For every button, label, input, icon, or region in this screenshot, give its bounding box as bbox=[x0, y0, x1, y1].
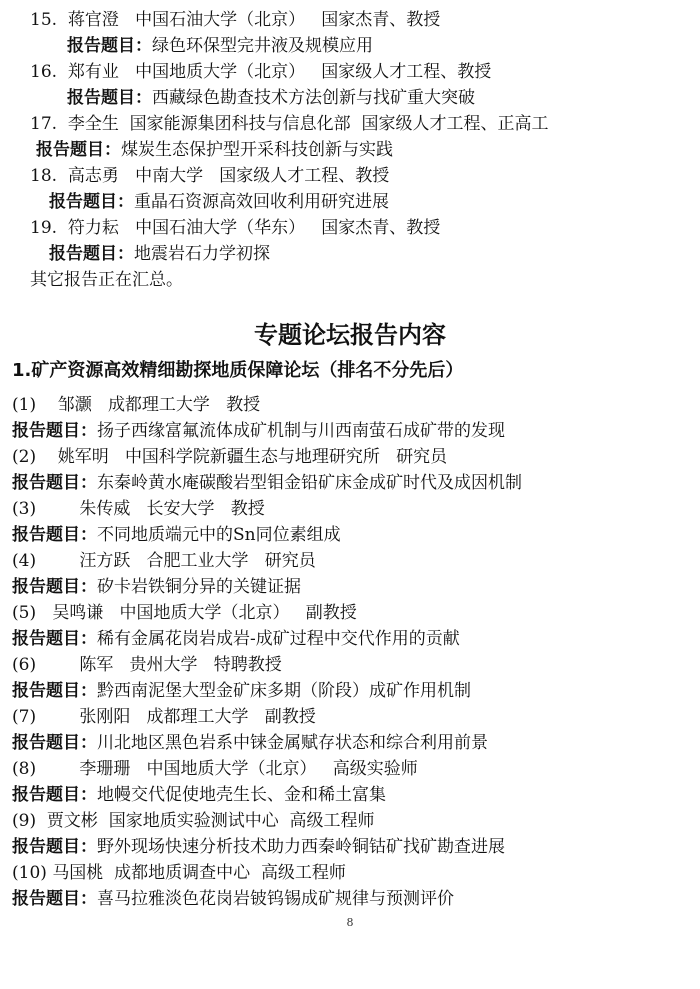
report-topic-line bbox=[12, 888, 454, 910]
section-title: 专题论坛报告内容 bbox=[254, 321, 446, 349]
report-topic-line bbox=[12, 784, 386, 806]
speaker-line bbox=[30, 165, 389, 187]
report-label: 报告题目： bbox=[12, 681, 97, 701]
speaker-name: 李珊珊 bbox=[79, 759, 131, 779]
entry-number: (4) bbox=[12, 551, 37, 571]
report-label: 报告题目： bbox=[12, 473, 97, 493]
speaker-name: 郑有业 bbox=[67, 62, 119, 82]
report-topic: 稀有金属花岗岩成岩-成矿过程中交代作用的贡献 bbox=[97, 629, 460, 649]
report-label: 报告题目： bbox=[49, 244, 134, 264]
speaker-line bbox=[12, 810, 375, 832]
other-reports-note: 其它报告正在汇总。 bbox=[30, 270, 183, 290]
report-label: 报告题目： bbox=[12, 525, 97, 545]
entry-number: (7) bbox=[12, 707, 37, 727]
report-topic: 川北地区黑色岩系中铼金属赋存状态和综合利用前景 bbox=[97, 733, 488, 753]
report-topic-line bbox=[12, 836, 505, 858]
speaker-title: 国家杰青、教授 bbox=[321, 10, 441, 30]
speaker-name: 朱传威 bbox=[79, 499, 131, 519]
report-label: 报告题目： bbox=[67, 36, 152, 56]
report-topic-line bbox=[49, 243, 270, 265]
report-topic: 不同地质端元中的Sn同位素组成 bbox=[97, 525, 341, 545]
speaker-org: 成都理工大学 bbox=[107, 395, 210, 415]
speaker-org: 中国地质大学（北京） bbox=[146, 759, 317, 779]
speaker-line bbox=[12, 706, 316, 728]
speaker-title: 研究员 bbox=[396, 447, 448, 467]
entry-number: (8) bbox=[12, 759, 37, 779]
speaker-name: 陈军 bbox=[79, 655, 114, 675]
speaker-org: 国家能源集团科技与信息化部 bbox=[129, 114, 351, 134]
speaker-org: 国家地质实验测试中心 bbox=[108, 811, 279, 831]
report-topic: 地幔交代促使地壳生长、金和稀土富集 bbox=[97, 785, 386, 805]
report-label: 报告题目： bbox=[12, 629, 97, 649]
speaker-org: 长安大学 bbox=[146, 499, 215, 519]
entry-number: 19. bbox=[30, 218, 58, 238]
speaker-org: 中南大学 bbox=[135, 166, 204, 186]
speaker-line bbox=[12, 602, 357, 624]
report-label: 报告题目： bbox=[12, 733, 97, 753]
page-number: 8 bbox=[346, 916, 354, 929]
report-topic: 东秦岭黄水庵碳酸岩型钼金铅矿床金成矿时代及成因机制 bbox=[97, 473, 522, 493]
report-topic: 西藏绿色勘查技术方法创新与找矿重大突破 bbox=[152, 88, 475, 108]
entry-number: (5) bbox=[12, 603, 37, 623]
report-topic: 绿色环保型完井液及规模应用 bbox=[152, 36, 373, 56]
report-topic: 扬子西缘富氟流体成矿机制与川西南萤石成矿带的发现 bbox=[97, 421, 505, 441]
report-topic-line bbox=[67, 87, 475, 109]
entry-number: 16. bbox=[30, 62, 58, 82]
speaker-name: 李全生 bbox=[67, 114, 119, 134]
report-topic-line bbox=[67, 35, 373, 57]
entry-number: (9) bbox=[12, 811, 37, 831]
speaker-name: 姚军明 bbox=[57, 447, 109, 467]
report-topic-line bbox=[12, 576, 301, 598]
report-topic: 地震岩石力学初探 bbox=[134, 244, 270, 264]
speaker-line bbox=[30, 61, 491, 83]
speaker-org: 中国科学院新疆生态与地理研究所 bbox=[124, 447, 380, 467]
report-topic-line bbox=[49, 191, 389, 213]
speaker-title: 高级工程师 bbox=[289, 811, 375, 831]
speaker-line bbox=[30, 113, 548, 135]
speaker-line bbox=[12, 758, 418, 780]
report-label: 报告题目： bbox=[67, 88, 152, 108]
entry-number: 17. bbox=[30, 114, 58, 134]
report-label: 报告题目： bbox=[36, 140, 121, 160]
report-topic-line bbox=[12, 628, 460, 650]
report-topic-line bbox=[12, 472, 522, 494]
forum-title: 1.矿产资源高效精细勘探地质保障论坛（排名不分先后） bbox=[12, 360, 464, 381]
speaker-title: 教授 bbox=[226, 395, 261, 415]
speaker-title: 高级实验师 bbox=[332, 759, 418, 779]
speaker-title: 国家级人才工程、正高工 bbox=[361, 114, 549, 134]
entry-number: (3) bbox=[12, 499, 37, 519]
speaker-org: 中国石油大学（华东） bbox=[135, 218, 306, 238]
report-label: 报告题目： bbox=[12, 837, 97, 857]
report-topic: 矽卡岩铁铜分异的关键证据 bbox=[97, 577, 301, 597]
report-topic: 重晶石资源高效回收利用研究进展 bbox=[134, 192, 389, 212]
report-topic-line bbox=[12, 420, 505, 442]
report-label: 报告题目： bbox=[12, 421, 97, 441]
report-topic-line bbox=[36, 139, 393, 161]
speaker-name: 汪方跃 bbox=[79, 551, 131, 571]
speaker-title: 国家杰青、教授 bbox=[321, 218, 441, 238]
entry-number: (6) bbox=[12, 655, 37, 675]
speaker-name: 邹灏 bbox=[57, 395, 92, 415]
speaker-org: 成都理工大学 bbox=[146, 707, 249, 727]
report-topic-line bbox=[12, 524, 341, 546]
speaker-title: 副教授 bbox=[305, 603, 357, 623]
speaker-title: 国家级人才工程、教授 bbox=[321, 62, 492, 82]
speaker-org: 中国地质大学（北京） bbox=[135, 62, 306, 82]
entry-number: (10) bbox=[12, 863, 47, 883]
speaker-name: 贾文彬 bbox=[46, 811, 98, 831]
speaker-name: 符力耘 bbox=[67, 218, 119, 238]
speaker-line bbox=[30, 217, 440, 239]
speaker-line bbox=[12, 550, 316, 572]
speaker-org: 合肥工业大学 bbox=[146, 551, 249, 571]
speaker-line bbox=[12, 654, 282, 676]
speaker-line bbox=[12, 498, 265, 520]
speaker-title: 研究员 bbox=[264, 551, 316, 571]
speaker-title: 高级工程师 bbox=[260, 863, 346, 883]
report-topic: 野外现场快速分析技术助力西秦岭铜钴矿找矿勘查进展 bbox=[97, 837, 505, 857]
speaker-org: 贵州大学 bbox=[129, 655, 198, 675]
speaker-title: 国家级人才工程、教授 bbox=[219, 166, 390, 186]
report-label: 报告题目： bbox=[12, 785, 97, 805]
report-topic-line bbox=[12, 680, 471, 702]
entry-number: 15. bbox=[30, 10, 58, 30]
report-topic: 喜马拉雅淡色花岗岩铍钨锡成矿规律与预测评价 bbox=[97, 889, 454, 909]
entry-number: (2) bbox=[12, 447, 37, 467]
speaker-org: 中国地质大学（北京） bbox=[119, 603, 290, 623]
report-label: 报告题目： bbox=[49, 192, 134, 212]
speaker-org: 成都地质调查中心 bbox=[114, 863, 251, 883]
report-topic-line bbox=[12, 732, 488, 754]
report-topic: 黔西南泥堡大型金矿床多期（阶段）成矿作用机制 bbox=[97, 681, 471, 701]
speaker-name: 高志勇 bbox=[67, 166, 119, 186]
speaker-name: 马国桃 bbox=[52, 863, 104, 883]
report-label: 报告题目： bbox=[12, 889, 97, 909]
speaker-name: 蒋官澄 bbox=[67, 10, 119, 30]
speaker-name: 吴鸣谦 bbox=[52, 603, 104, 623]
speaker-org: 中国石油大学（北京） bbox=[135, 10, 306, 30]
speaker-line bbox=[12, 394, 260, 416]
report-topic: 煤炭生态保护型开采科技创新与实践 bbox=[121, 140, 393, 160]
speaker-name: 张刚阳 bbox=[79, 707, 131, 727]
speaker-line bbox=[30, 9, 440, 31]
report-label: 报告题目： bbox=[12, 577, 97, 597]
entry-number: 18. bbox=[30, 166, 58, 186]
speaker-line bbox=[12, 862, 346, 884]
speaker-title: 教授 bbox=[230, 499, 265, 519]
speaker-title: 特聘教授 bbox=[213, 655, 282, 675]
entry-number: (1) bbox=[12, 395, 37, 415]
speaker-title: 副教授 bbox=[264, 707, 316, 727]
speaker-line bbox=[12, 446, 447, 468]
